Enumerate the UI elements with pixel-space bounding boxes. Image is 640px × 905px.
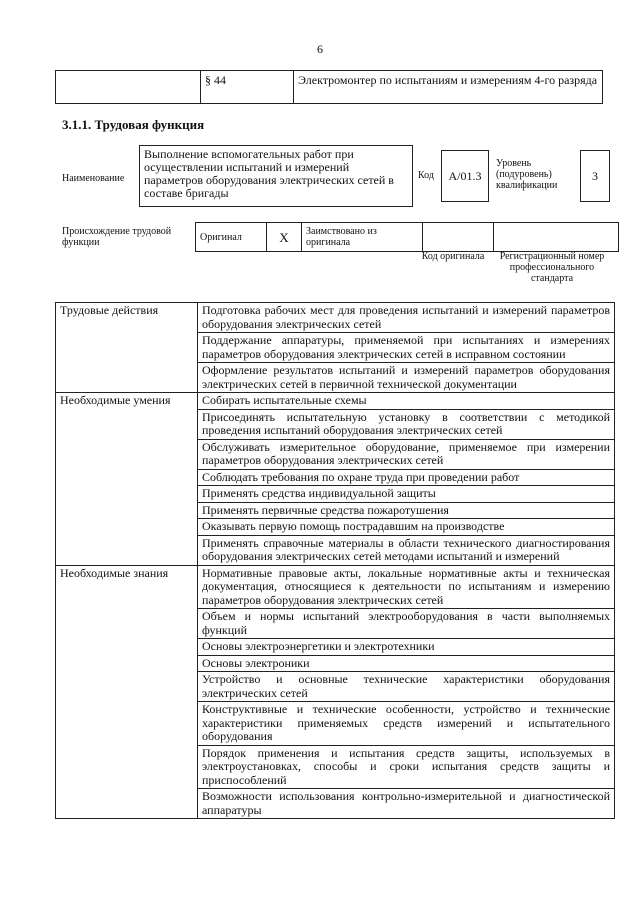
table-row — [56, 303, 615, 333]
function-details-table — [55, 302, 615, 819]
profession-title-cell: Электромонтер по испытаниям и измерениям 4-го разряда — [294, 71, 603, 104]
list-item: Применять средства индивидуальной защиты — [198, 486, 615, 503]
list-item: Нормативные правовые акты, локальные нормативные акты и техническая документация, относящиеся к деятельности по испытаниям и измерению параметров оборудования электрических сетей — [198, 565, 615, 609]
list-item: Оформление результатов испытаний и измерений параметров оборудования электрических сетей в первичной технической документации — [198, 363, 615, 393]
list-item: Оказывать первую помощь пострадавшим на производстве — [198, 519, 615, 536]
list-item: Применять справочные материалы в области технического диагностирования оборудования электрических сетей методами испытаний и измерений — [198, 535, 615, 565]
reg-caption: Регистрационный номер профессионального стандарта — [499, 251, 605, 284]
table-row — [56, 565, 615, 609]
list-item: Объем и нормы испытаний электрооборудования в части выполняемых функций — [198, 609, 615, 639]
list-item: Соблюдать требования по охране труда при проведении работ — [198, 469, 615, 486]
table-row — [56, 393, 615, 410]
original-label: Оригинал — [196, 223, 267, 252]
list-item: Порядок применения и испытания средств защиты, используемых в электроустановках, способы и сроки испытания средств защиты и приспособлений — [198, 745, 615, 789]
list-item: Конструктивные и технические особенности, устройство и технические характеристики применяемых средств измерений и испытательного оборудования — [198, 702, 615, 746]
list-item: Основы электроники — [198, 655, 615, 672]
list-item: Обслуживать измерительное оборудование, применяемое при измерении параметров оборудования электрических сетей — [198, 439, 615, 469]
profession-row-table — [55, 70, 603, 104]
section-title-cell: Трудовые действия — [56, 303, 198, 393]
page-number: 6 — [317, 42, 323, 56]
code-value-box: A/01.3 — [441, 150, 489, 202]
list-item: Собирать испытательные схемы — [198, 393, 615, 410]
section-title-cell: Необходимые умения — [56, 393, 198, 566]
level-label: Уровень (подуровень) квалификации — [496, 158, 558, 191]
borrowed-label: Заимствовано из оригинала — [302, 223, 423, 252]
list-item: Применять первичные средства пожаротушения — [198, 502, 615, 519]
section-heading: 3.1.1. Трудовая функция — [62, 117, 205, 132]
original-mark: X — [267, 223, 302, 252]
origin-reg-cell — [494, 223, 619, 252]
list-item: Возможности использования контрольно-измерительной и диагностической аппаратуры — [198, 789, 615, 819]
list-item: Основы электроэнергетики и электротехники — [198, 639, 615, 656]
code-label: Код — [418, 170, 434, 181]
level-value-box: 3 — [580, 150, 610, 202]
origin-table — [195, 222, 619, 252]
code-caption: Код оригинала — [421, 251, 485, 262]
origin-label: Происхождение трудовой функции — [62, 226, 172, 248]
function-name-box: Выполнение вспомогательных работ при осуществлении испытаний и измерений параметров оборудования электрических сетей в составе бригады — [139, 145, 413, 207]
list-item: Присоединять испытательную установку в соответствии с методикой проведения испытаний оборудования электрических сетей — [198, 409, 615, 439]
origin-code-cell — [423, 223, 494, 252]
empty-cell — [56, 71, 201, 104]
list-item: Поддержание аппаратуры, применяемой при испытаниях и измерениях параметров оборудования электрических сетей в исправном состоянии — [198, 333, 615, 363]
list-item: Устройство и основные технические характеристики оборудования электрических сетей — [198, 672, 615, 702]
list-item: Подготовка рабочих мест для проведения испытаний и измерений параметров оборудования электрических сетей — [198, 303, 615, 333]
profession-row — [56, 71, 603, 104]
section-title-cell: Необходимые знания — [56, 565, 198, 819]
name-label: Наименование — [62, 173, 125, 184]
paragraph-ref-cell: § 44 — [201, 71, 294, 104]
